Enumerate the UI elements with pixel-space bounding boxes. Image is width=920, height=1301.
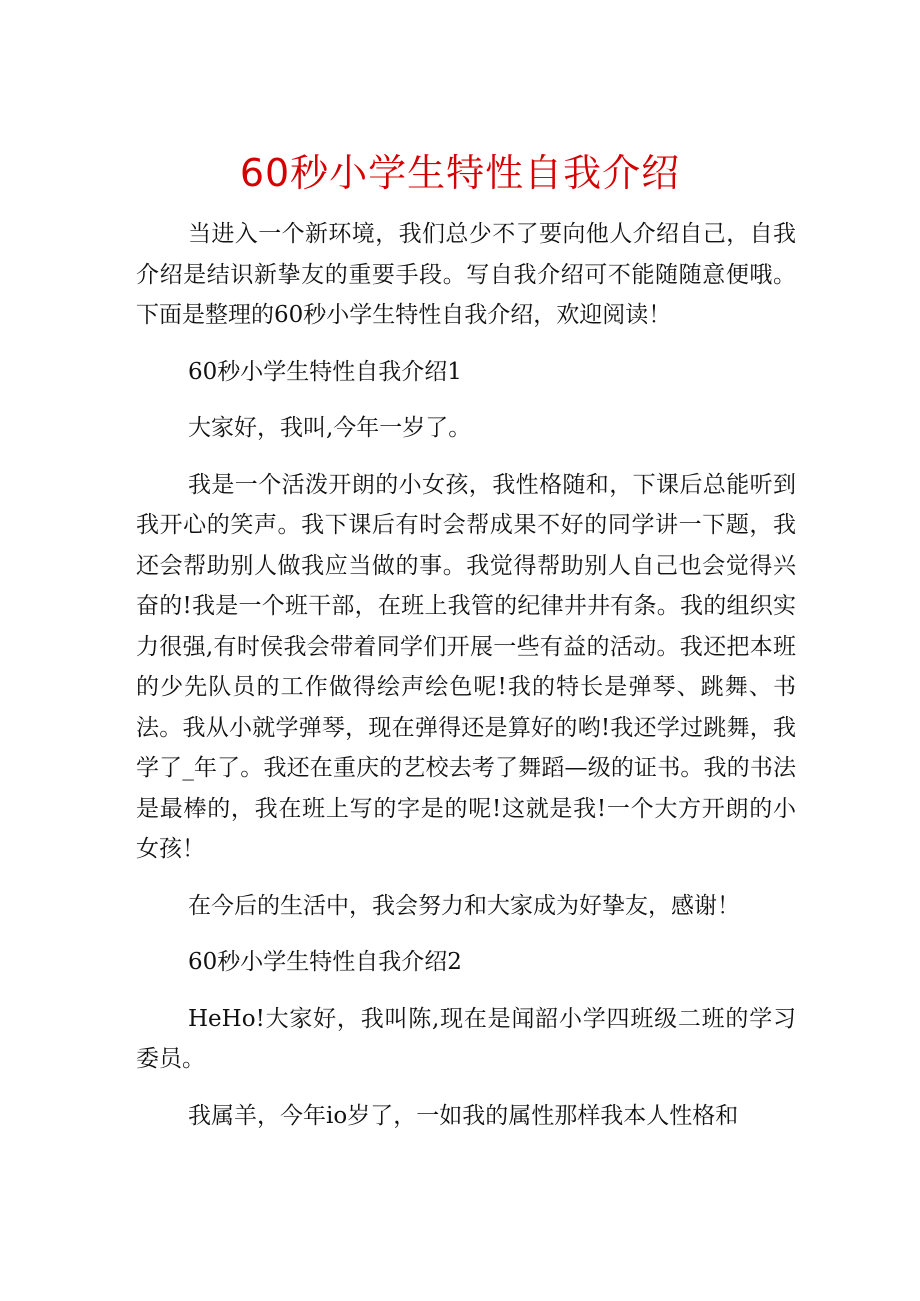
paragraph-closing-1: 在今后的生活中，我会努力和大家成为好挚友，感谢！: [188, 892, 740, 919]
paragraph-self-description-2: 我属羊，今年io岁了，一如我的属性那样我本人性格和: [188, 1102, 739, 1129]
section-heading-1: 60秒小学生特性自我介绍1: [188, 358, 462, 385]
paragraph-greeting-1: 大家好，我叫,今年一岁了。: [188, 415, 472, 441]
document-body: [136, 214, 796, 1152]
intro-paragraph: 当进入一个新环境，我们总少不了要向他人介绍自己，自我介绍是结识新挚友的重要手段。写自我介绍可不能随随意便哦。下面是整理的60秒小学生特性自我介绍，欢迎阅读！: [136, 221, 796, 328]
section-heading-2: 60秒小学生特性自我介绍2: [188, 949, 462, 975]
document-title: 60秒小学生特性自我介绍: [239, 151, 681, 195]
paragraph-greeting-2: HeHo!大家好，我叫陈,现在是闻韶小学四班级二班的学习委员。: [136, 1005, 796, 1072]
paragraph-self-description-1: 我是一个活泼开朗的小女孩，我性格随和，下课后总能听到我开心的笑声。我下课后有时会帮成果不好的同学讲一下题，我还会帮助别人做我应当做的事。我觉得帮助别人自己也会觉得兴奋的!我是一个班干部，在班上我管的纪律井井有条。我的组织实力很强,有时侯我会带着同学们开展一些有益的活动。我还把本班的少先队员的工作做得绘声绘色呢!我的特长是弹琴、跳舞、书法。我从小就学弹琴，现在弹得还是算好的哟!我还学过跳舞，我学了_年了。我还在重庆的艺校去考了舞蹈—级的证书。我的书法是最棒的，我在班上写的字是的呢!这就是我!一个大方开朗的小女孩！: [136, 471, 796, 862]
